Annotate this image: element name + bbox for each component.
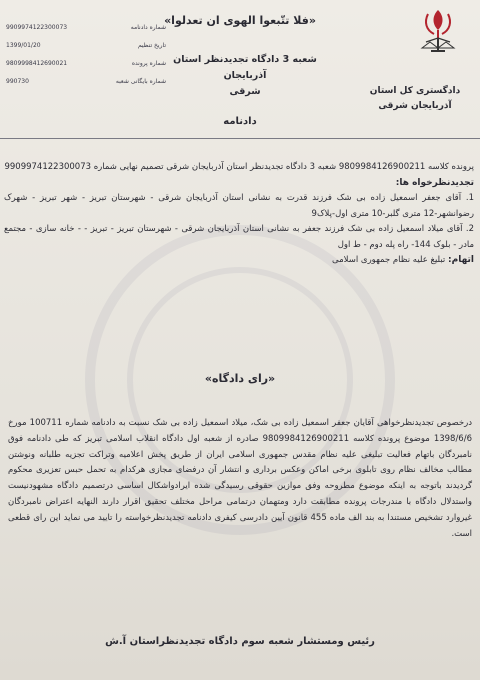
- iran-emblem-icon: [418, 6, 458, 54]
- case-intro: پرونده کلاسه 9809984126900211 شعبه 3 دادگاه تجدیدنظر استان آذربایجان شرقی تصمیم نهایی شماره 9909974122300073: [4, 162, 474, 172]
- appellant-1: 1. آقای جعفر اسمعیل زاده بی شک فرزند قدرت به نشانی استان آذربایجان شرقی - شهرستان تبریز - شهر تبریز - شهرک رضوانشهر-12 متری گلبر-10 متری اول-پلاک9: [4, 193, 474, 219]
- document-header: [0, 0, 480, 140]
- meta-label: تاریخ تنظیم: [137, 41, 166, 49]
- meta-value: 1399/01/20: [6, 41, 41, 49]
- meta-row-case-number: [6, 54, 166, 72]
- meta-label: شماره پرونده: [131, 59, 166, 67]
- accusation-label: اتهام:: [448, 255, 474, 265]
- court-general-line: دادگستری کل استان: [369, 86, 461, 96]
- court-branch-line: شعبه 3 دادگاه تجدیدنظر استان آذربایجان: [173, 54, 317, 81]
- bismillah-heading: «فلا تتّبعوا الهوی ان تعدلوا»: [164, 14, 316, 27]
- court-branch-line: شرقی: [229, 86, 261, 97]
- verdict-text: درخصوص تجدیدنظرخواهی آقایان جعفر اسمعیل زاده بی شک، میلاد اسمعیل زاده بی شک نسبت به دادنامه شماره 100711 مورخ 1398/6/6 موضوع پرونده کلاسه 9809984126900211 صادره از شعبه اول دادگاه انقلاب اسلامی تبریز که طی دادنامه فوق نامبردگان باتهام فعالیت تبلیغی علیه نظام مقدس جمهوری اسلامی ایران از طریق پخش اعلامیه وتراکت تجزیه طلبانه ونوشتن مطالب مخالف نظام روی تابلوی برخی اماکن وعکس برداری و انتشار آن درفضای مجازی هرکدام به تحمل حبس تعزیری محکوم گردیدند باتوجه به اینکه موضوع مطروحه وفق موازین حقوقی رسیدگی شده ایرادواشکال اساسی درتصمیم دادگاه مشهودنیست واستدلال دادگاه با مندرجات پرونده مطابقت دارد ومتهمان درتمامی مراحل مختلف تحقیق اقرار دارند النهایه اعتراض نامبردگان غیروارد تشخیص مستندا به بند الف ماده 455 قانون آیین دادرسی کیفری دادنامه تجدیدنظرخواسته را تایید می نماید این رای قطعی است.: [8, 418, 472, 539]
- meta-value: 9809998412690021: [6, 59, 68, 67]
- meta-label: شماره دادنامه: [130, 23, 166, 31]
- meta-row-date: [6, 36, 166, 54]
- accusation-text: تبلیغ علیه نظام جمهوری اسلامی: [332, 255, 446, 265]
- meta-label: شماره بایگانی شعبه: [115, 77, 166, 85]
- meta-value: 9909974122300073: [6, 23, 68, 31]
- accusation-line: [4, 253, 474, 269]
- court-general-title: [360, 84, 470, 114]
- verdict-title: «رای دادگاه»: [204, 372, 276, 385]
- signature-line: رئیس ومستشار شعبه سوم دادگاه تجدیدنظراستان آ.ش: [105, 636, 375, 647]
- meta-row-archive-number: [6, 72, 166, 90]
- appellant-2: 2. آقای میلاد اسمعیل زاده بی شک فرزند جعفر به نشانی استان آذربایجان شرقی - شهرستان تبریز - تبریز - - خانه سازی - مجتمع مادر - بلوک 144- راه پله دوم - ط اول: [4, 224, 474, 250]
- header-divider: [0, 138, 480, 139]
- court-branch-title: [160, 52, 330, 100]
- document-title: دادنامه: [223, 116, 257, 127]
- case-meta-block: [6, 18, 166, 90]
- court-general-line: آذربایجان شرقی: [378, 101, 452, 111]
- appellants-heading: تجدیدنظرخواه ها:: [395, 177, 474, 188]
- case-details: [4, 160, 474, 269]
- meta-value: 990730: [6, 77, 29, 85]
